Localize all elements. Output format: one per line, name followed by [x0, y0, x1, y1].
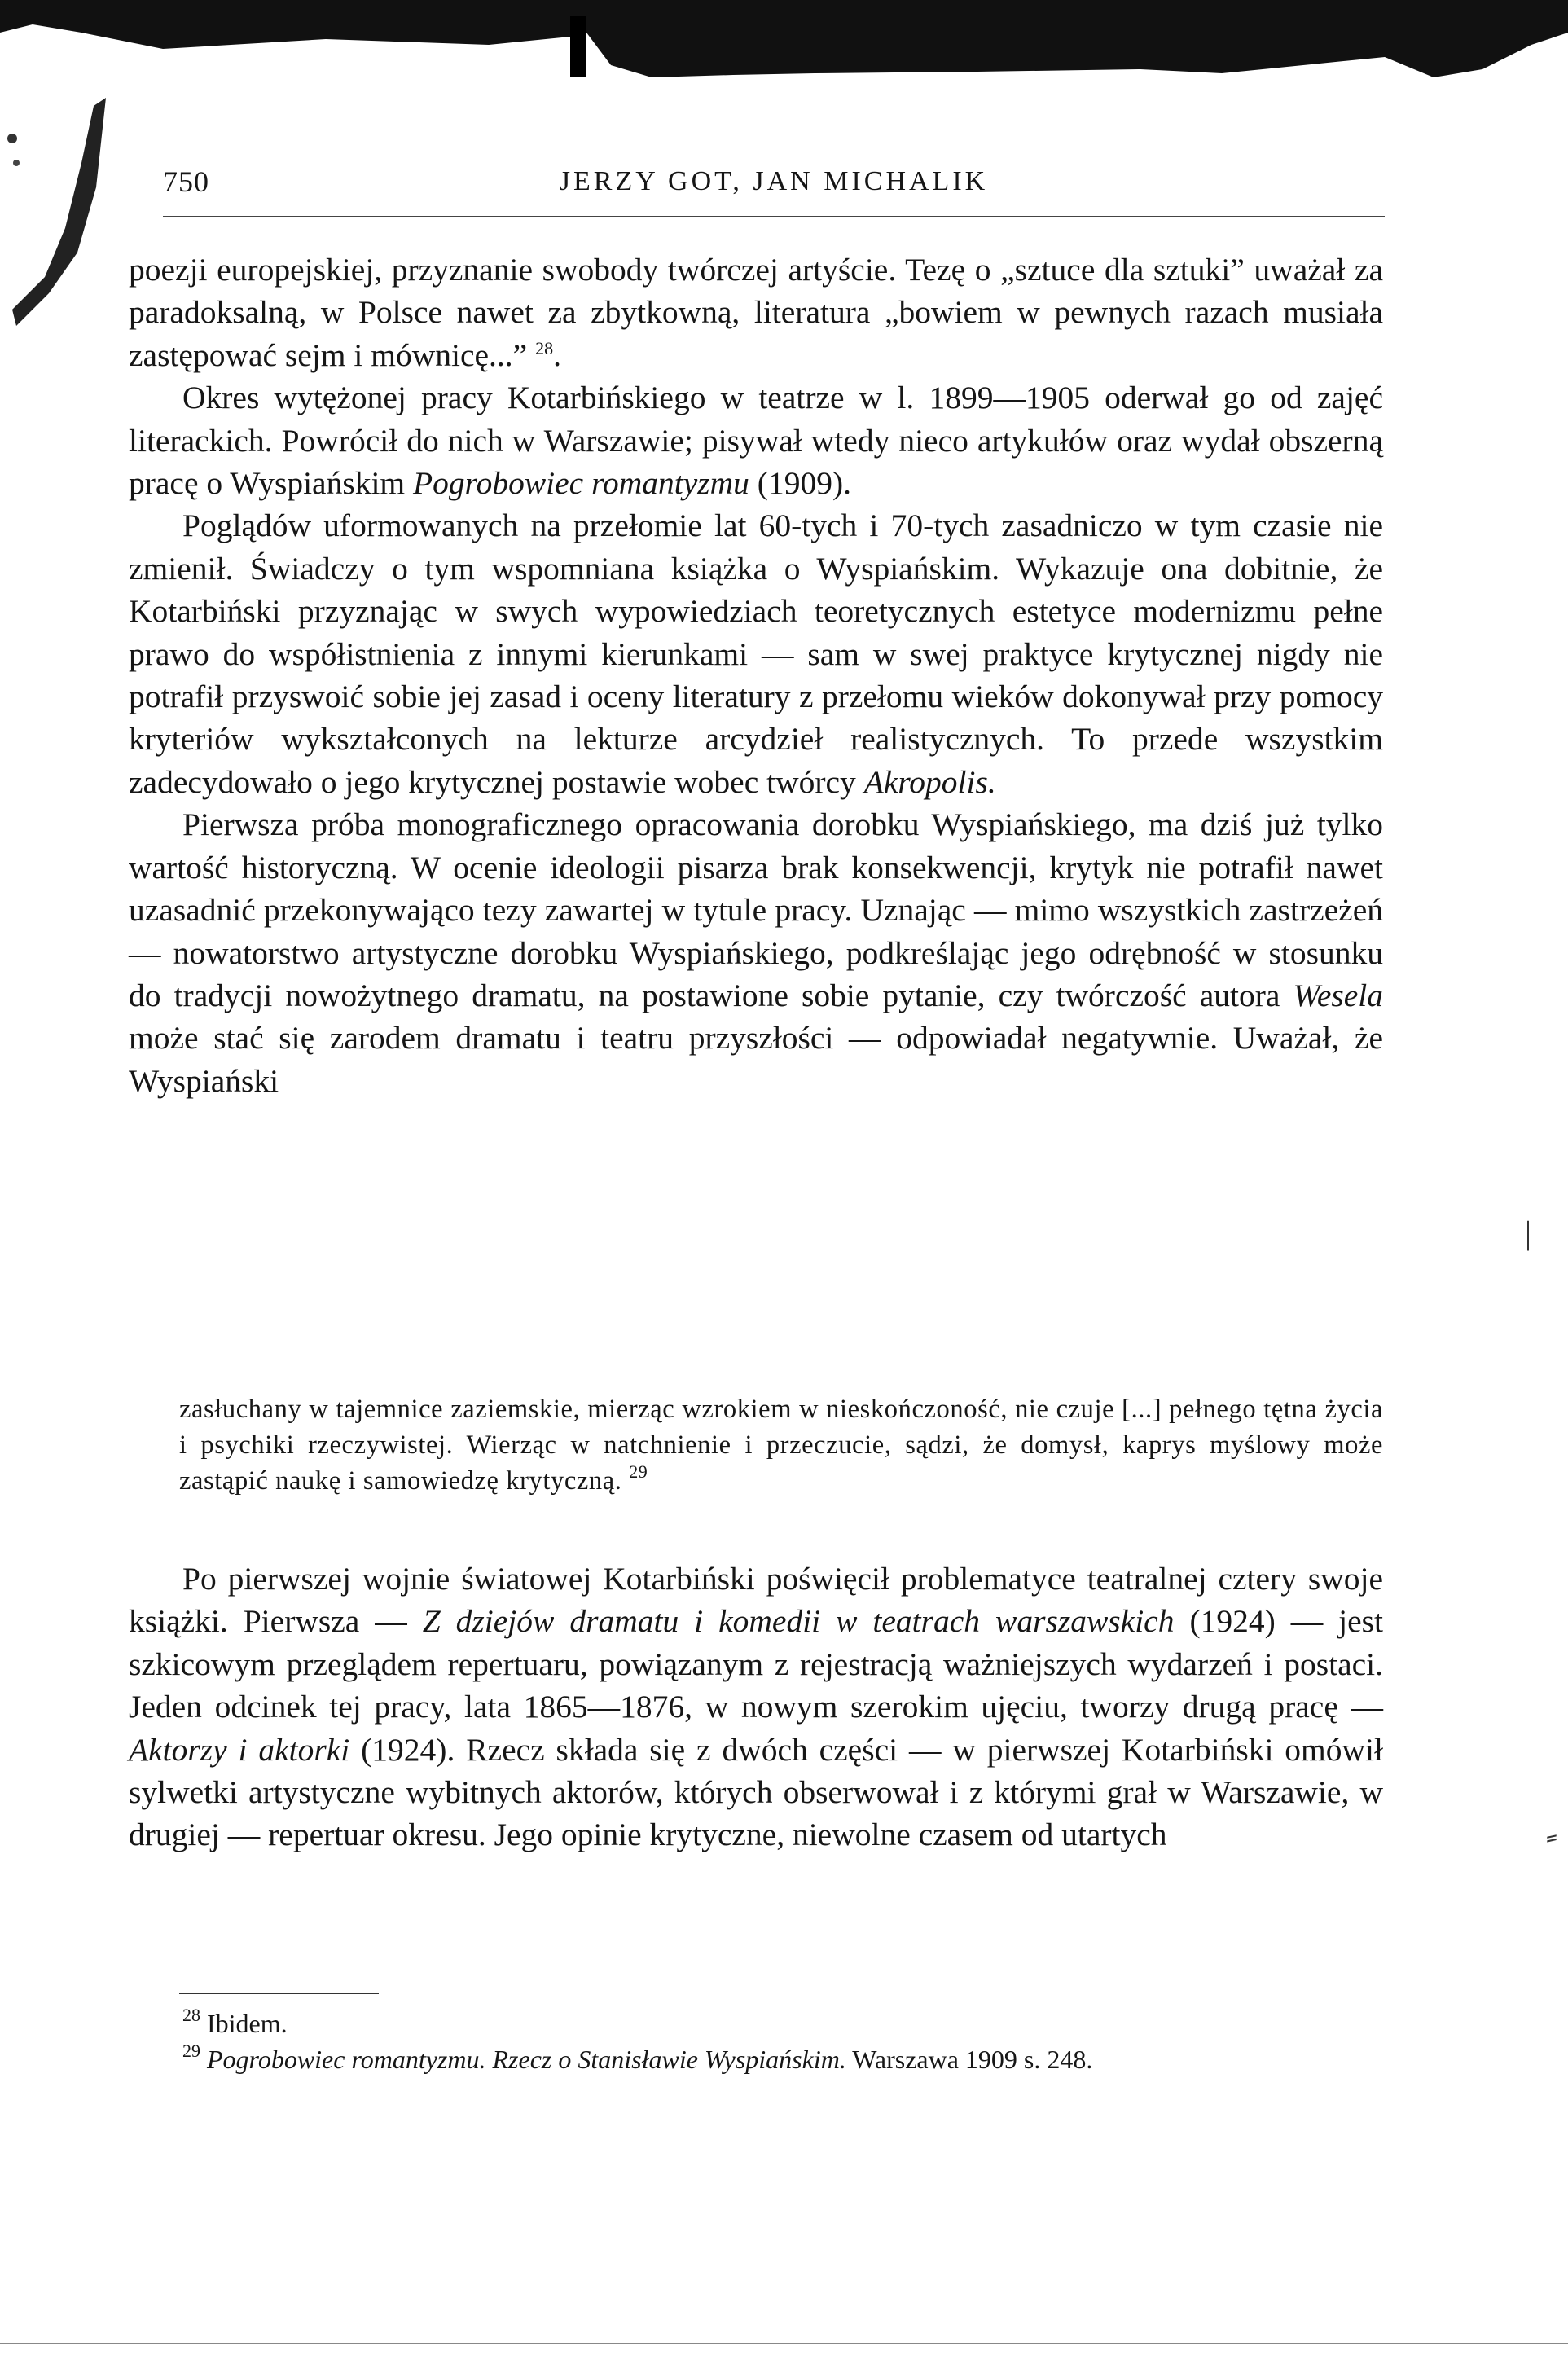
footnote-ref: 29: [629, 1461, 648, 1482]
running-head: JERZY GOT, JAN MICHALIK: [559, 166, 989, 196]
page-number: 750: [163, 165, 209, 198]
body-text: [129, 248, 1383, 1102]
footnote: $^{29}$ Pogrobowiec romantyzmu. Rzecz o Stanisławie Wyspiańskim. Warszawa 1909 s. 248.: [182, 2041, 1093, 2074]
block-quote: zasłuchany w tajemnice zaziemskie, mierząc wzrokiem w nieskończoność, nie czuje [...] pełnego tętna życia i psychiki rzeczywistej. Wierząc w natchnienie i przeczucie, sądzi, że domysł, kaprys myślowy może zastąpić naukę i samowiedzę krytyczną. $^{29}$: [179, 1395, 1383, 1496]
paragraph: Okres wytężonej pracy Kotarbińskiego w teatrze w l. 1899—1905 oderwał go od zajęć literackich. Powrócił do nich w Warszawie; pisywał wtedy nieco artykułów oraz wydał obszerną pracę o Wyspiańskim Pogrobowiec romantyzmu (1909).: [129, 380, 1383, 502]
scan-edge-artifact: [0, 0, 1568, 98]
footnote-rule: [179, 1993, 379, 1994]
book-title: Aktorzy i aktorki: [129, 1731, 350, 1768]
margin-mark: |: [1525, 1215, 1532, 1251]
footnotes: [129, 2006, 1383, 2077]
footnote-ref: 28: [535, 337, 554, 358]
margin-smudge: [0, 65, 122, 334]
header-rule: [163, 216, 1385, 217]
paragraph: Po pierwszej wojnie światowej Kotarbiński poświęcił problematyce teatralnej cztery swoje książki. Pierwsza — Z dziejów dramatu i komedii w teatrach warszawskich (1924) — jest szkicowym przeglądem repertuaru, powiązanym z rejestracją ważniejszych wydarzeń i postaci. Jeden odcinek tej pracy, lata 1865—1876, w nowym szerokim ujęciu, tworzy drugą pracę — Aktorzy i aktorki (1924). Rzecz składa się z dwóch części — w pierwszej Kotarbiński omówił sylwetki artystyczne wybitnych aktorów, których obserwował i z którymi grał w Warszawie, w drugiej — repertuar okresu. Jego opinie krytyczne, niewolne czasem od utartych: [129, 1561, 1384, 1853]
paragraph: Poglądów uformowanych na przełomie lat 60-tych i 70-tych zasadniczo w tym czasie nie zmienił. Świadczy o tym wspomniana książka o Wyspiańskim. Wykazuje ona dobitnie, że Kotarbiński przyznając w swych wypowiedziach teoretycznych estetyce modernizmu pełne prawo do współistnienia z innymi kierunkami — sam w swej praktyce krytycznej nigdy nie potrafił przyswoić sobie jej zasad i oceny literatury z przełomu wieków dokonywał przy pomocy kryteriów wykształconych na lekturze arcydzieł realistycznych. To przede wszystkim zadecydowało o jego krytycznej postawie wobec twórcy Akropolis.: [129, 507, 1383, 800]
book-title: Wesela: [1293, 977, 1383, 1013]
paragraph: poezji europejskiej, przyznanie swobody twórczej artyście. Tezę o „sztuce dla sztuki” uważał za paradoksalną, w Polsce nawet za zbytkowną, literatura „bowiem w pewnych razach musiała zastępować sejm i mównicę...” $^{28}$.: [129, 252, 1383, 373]
page-header: [163, 165, 1385, 222]
scan-bottom-edge: [0, 2343, 1568, 2344]
book-title: Z dziejów dramatu i komedii w teatrach warszawskich: [422, 1603, 1175, 1640]
body-text-continued: [129, 1558, 1383, 1856]
book-title: Akropolis.: [863, 763, 996, 800]
book-title: Pogrobowiec romantyzmu: [413, 465, 749, 502]
paragraph: Pierwsza próba monograficznego opracowania dorobku Wyspiańskiego, ma dziś już tylko wartość historyczną. W ocenie ideologii pisarza brak konsekwencji, krytyk nie potrafił nawet uzasadnić przekonywająco tezy zawartej w tytule pracy. Uznając — mimo wszystkich zastrzeżeń — nowatorstwo artystyczne dorobku Wyspiańskiego, podkreślając jego odrębność w stosunku do tradycji nowożytnego dramatu, na postawione sobie pytanie, czy twórczość autora Wesela może stać się zarodem dramatu i teatru przyszłości — odpowiadał negatywnie. Uważał, że Wyspiański: [129, 806, 1383, 1099]
footnote: $^{28}$ Ibidem.: [182, 2005, 288, 2038]
